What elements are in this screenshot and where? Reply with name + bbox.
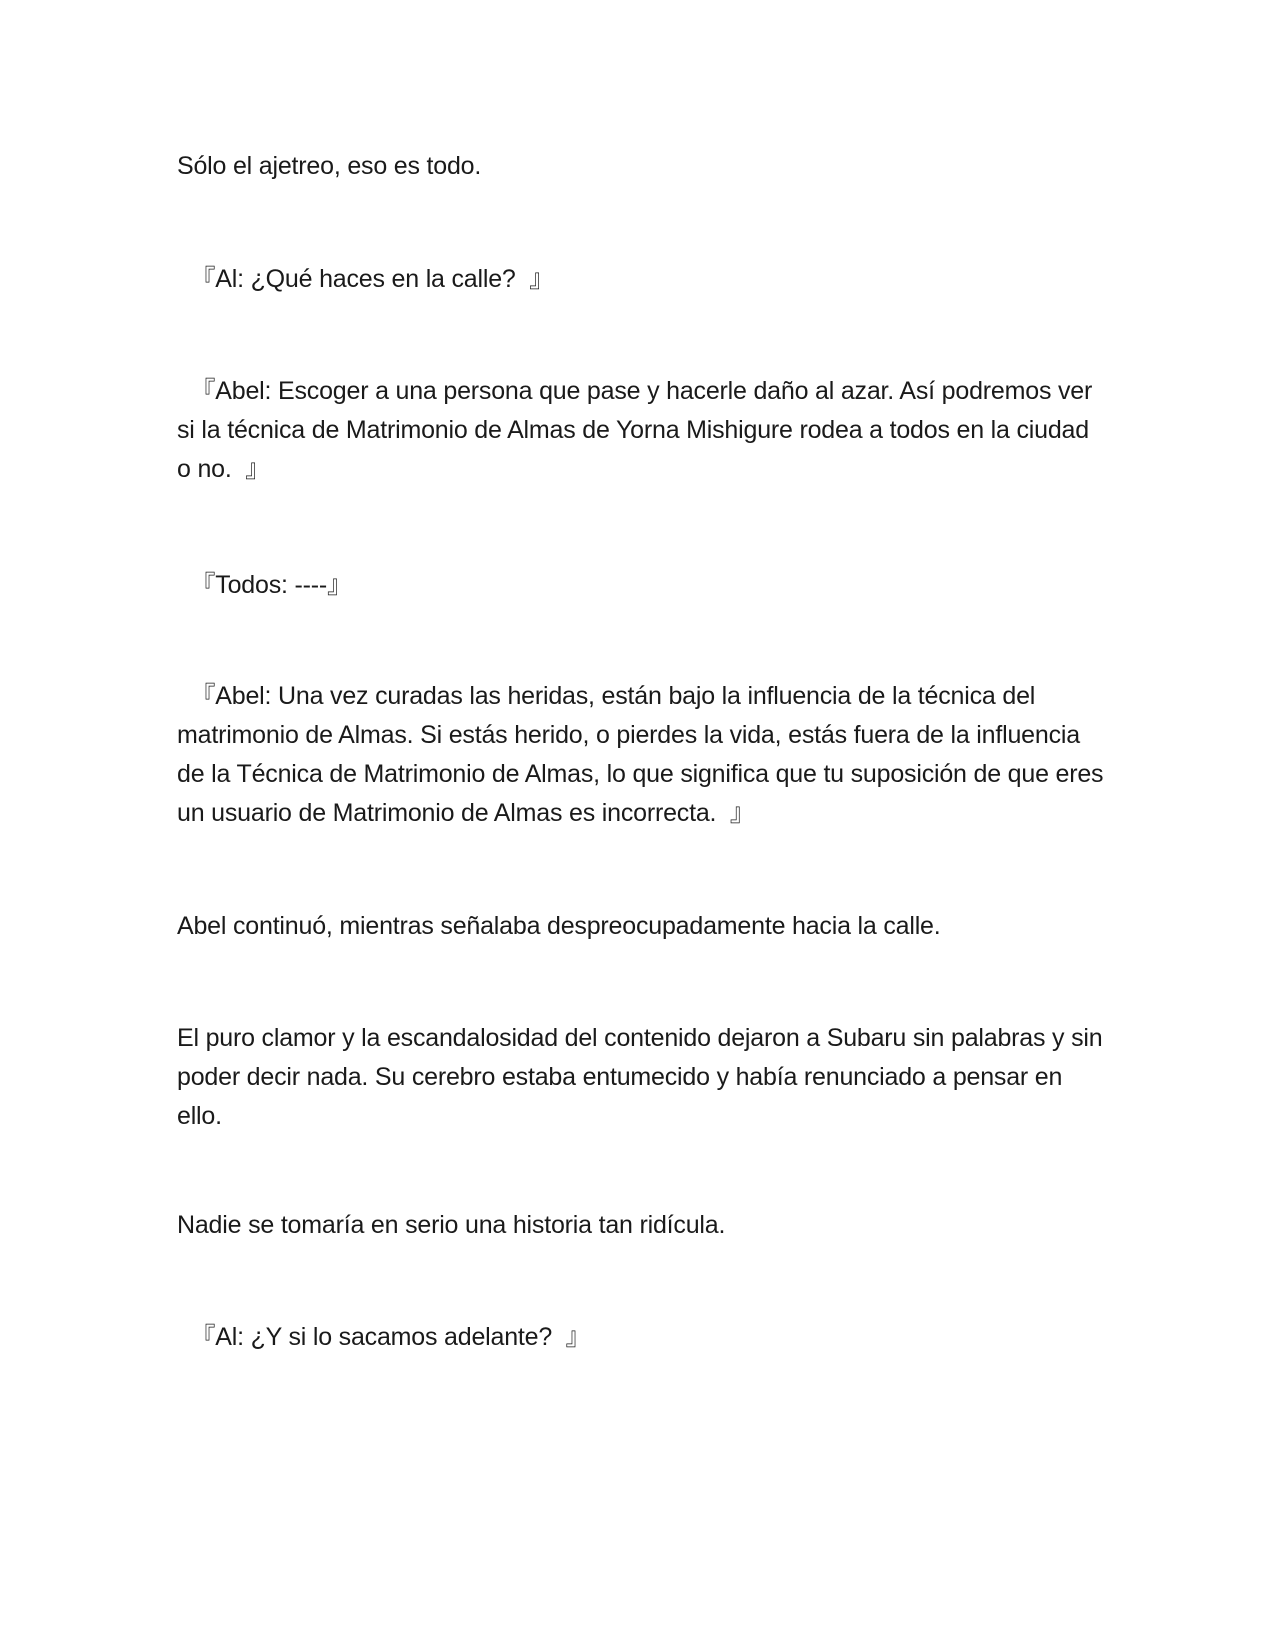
narration-paragraph: Nadie se tomaría en serio una historia tan ridícula. (177, 1211, 726, 1239)
dialogue-line-al: 『Al: ¿Y si lo sacamos adelante? 』 (177, 1323, 591, 1351)
dialogue-line-abel: 『Abel: Escoger a una persona que pase y hacerle daño al azar. Así podremos ver si la técnica de Matrimonio de Almas de Yorna Mishigure rodea a todos en la ciudad o no. 』 (177, 377, 1093, 483)
dialogue-line-abel: 『Abel: Una vez curadas las heridas, están bajo la influencia de la técnica del matrimonio de Almas. Si estás herido, o pierdes la vida, estás fuera de la influencia de la Técnica de Matrimonio de Almas, lo que significa que tu suposición de que eres un usuario de Matrimonio de Almas es incorrecta. 』 (177, 682, 1104, 827)
narration-paragraph: Sólo el ajetreo, eso es todo. (177, 152, 482, 180)
dialogue-line-al: 『Al: ¿Qué haces en la calle? 』 (177, 265, 554, 293)
dialogue-line-todos: 『Todos: ----』 (177, 571, 352, 599)
narration-paragraph: El puro clamor y la escandalosidad del contenido dejaron a Subaru sin palabras y sin poder decir nada. Su cerebro estaba entumecido y había renunciado a pensar en ello. (177, 1024, 1103, 1130)
narration-paragraph: Abel continuó, mientras señalaba despreocupadamente hacia la calle. (177, 912, 941, 940)
